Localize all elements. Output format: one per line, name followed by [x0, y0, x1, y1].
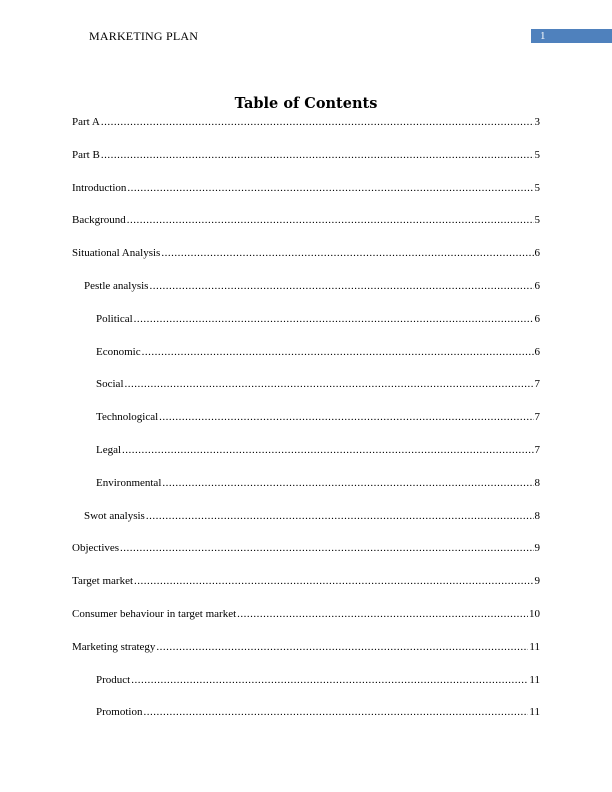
toc-entry-consumer-behaviour[interactable]	[72, 606, 540, 639]
toc-entry-label: Situational Analysis	[72, 247, 161, 260]
toc-entry-page: 7	[534, 443, 540, 456]
toc-entry-page: 6	[534, 345, 540, 358]
toc-entry-product[interactable]	[72, 672, 540, 705]
dot-leader	[142, 344, 534, 360]
dot-leader	[131, 672, 528, 688]
toc-entry-label: Objectives	[72, 542, 120, 555]
dot-leader	[127, 212, 534, 228]
toc-title: Table of Contents	[234, 95, 378, 112]
dot-leader	[134, 573, 533, 589]
dot-leader	[149, 278, 533, 294]
toc-entry-page: 8	[534, 476, 540, 489]
toc-entry-page: 6	[534, 247, 540, 260]
dot-leader	[122, 442, 533, 458]
toc-entry-page: 9	[534, 542, 540, 555]
page-number-badge	[531, 29, 612, 43]
toc-entry-objectives[interactable]	[72, 540, 540, 573]
dot-leader	[159, 409, 533, 425]
dot-leader	[125, 376, 534, 392]
toc-entry-label: Consumer behaviour in target market	[72, 607, 237, 620]
toc-entry-marketing-strategy[interactable]	[72, 639, 540, 672]
toc-entry-page: 9	[534, 575, 540, 588]
toc-entry-promotion[interactable]	[72, 704, 540, 737]
toc-entry-situational-analysis[interactable]	[72, 245, 540, 278]
toc-entry-label: Technological	[96, 411, 159, 424]
toc-entry-label: Marketing strategy	[72, 640, 156, 653]
toc-entry-page: 11	[529, 706, 540, 719]
dot-leader	[156, 639, 528, 655]
toc-entry-part-b[interactable]	[72, 147, 540, 180]
toc-entry-political[interactable]	[72, 311, 540, 344]
toc-entry-environmental[interactable]	[72, 475, 540, 508]
toc-entry-label: Part A	[72, 116, 100, 128]
dot-leader	[120, 540, 533, 556]
dot-leader	[101, 147, 534, 163]
toc-entry-label: Target market	[72, 575, 134, 588]
toc-entry-page: 6	[534, 312, 540, 325]
dot-leader	[101, 114, 534, 130]
dot-leader	[146, 508, 534, 524]
toc-entry-page: 7	[534, 411, 540, 424]
dot-leader	[237, 606, 528, 622]
toc-entry-label: Environmental	[96, 476, 162, 489]
dot-leader	[161, 245, 533, 261]
toc-entry-page: 11	[529, 640, 540, 653]
toc-entry-page: 5	[534, 148, 540, 161]
toc-entry-label: Background	[72, 214, 126, 227]
toc-entry-technological[interactable]	[72, 409, 540, 442]
toc-entry-page: 10	[529, 607, 540, 620]
toc-entry-label: Promotion	[96, 706, 143, 719]
toc-entry-swot-analysis[interactable]	[72, 508, 540, 541]
toc-entry-label: Social	[96, 378, 124, 391]
toc-entry-label: Product	[96, 673, 131, 686]
toc-entry-page: 11	[529, 673, 540, 686]
toc-entry-label: Swot analysis	[84, 509, 145, 522]
toc-entry-label: Legal	[96, 443, 122, 456]
toc-entry-page: 5	[534, 181, 540, 194]
toc-entry-page: 8	[534, 509, 540, 522]
toc-entry-label: Pestle analysis	[84, 279, 149, 292]
dot-leader	[127, 180, 533, 196]
toc-entry-label: Introduction	[72, 181, 127, 194]
toc-entry-page: 3	[534, 116, 540, 128]
toc-entry-pestle-analysis[interactable]	[72, 278, 540, 311]
toc-entry-introduction[interactable]	[72, 180, 540, 213]
toc-entry-label: Part B	[72, 148, 100, 161]
toc-entry-part-a[interactable]	[72, 114, 540, 147]
toc-entry-page: 6	[534, 279, 540, 292]
table-of-contents	[72, 114, 540, 737]
dot-leader	[143, 704, 528, 720]
toc-entry-legal[interactable]	[72, 442, 540, 475]
toc-entry-social[interactable]	[72, 376, 540, 409]
toc-entry-page: 5	[534, 214, 540, 227]
toc-entry-target-market[interactable]	[72, 573, 540, 606]
running-head: MARKETING PLAN	[89, 29, 199, 43]
toc-entry-economic[interactable]	[72, 344, 540, 377]
toc-entry-page: 7	[534, 378, 540, 391]
toc-entry-label: Economic	[96, 345, 141, 358]
dot-leader	[134, 311, 534, 327]
dot-leader	[162, 475, 533, 491]
toc-entry-label: Political	[96, 312, 133, 325]
toc-entry-background[interactable]	[72, 212, 540, 245]
page-number: 1	[540, 30, 546, 42]
